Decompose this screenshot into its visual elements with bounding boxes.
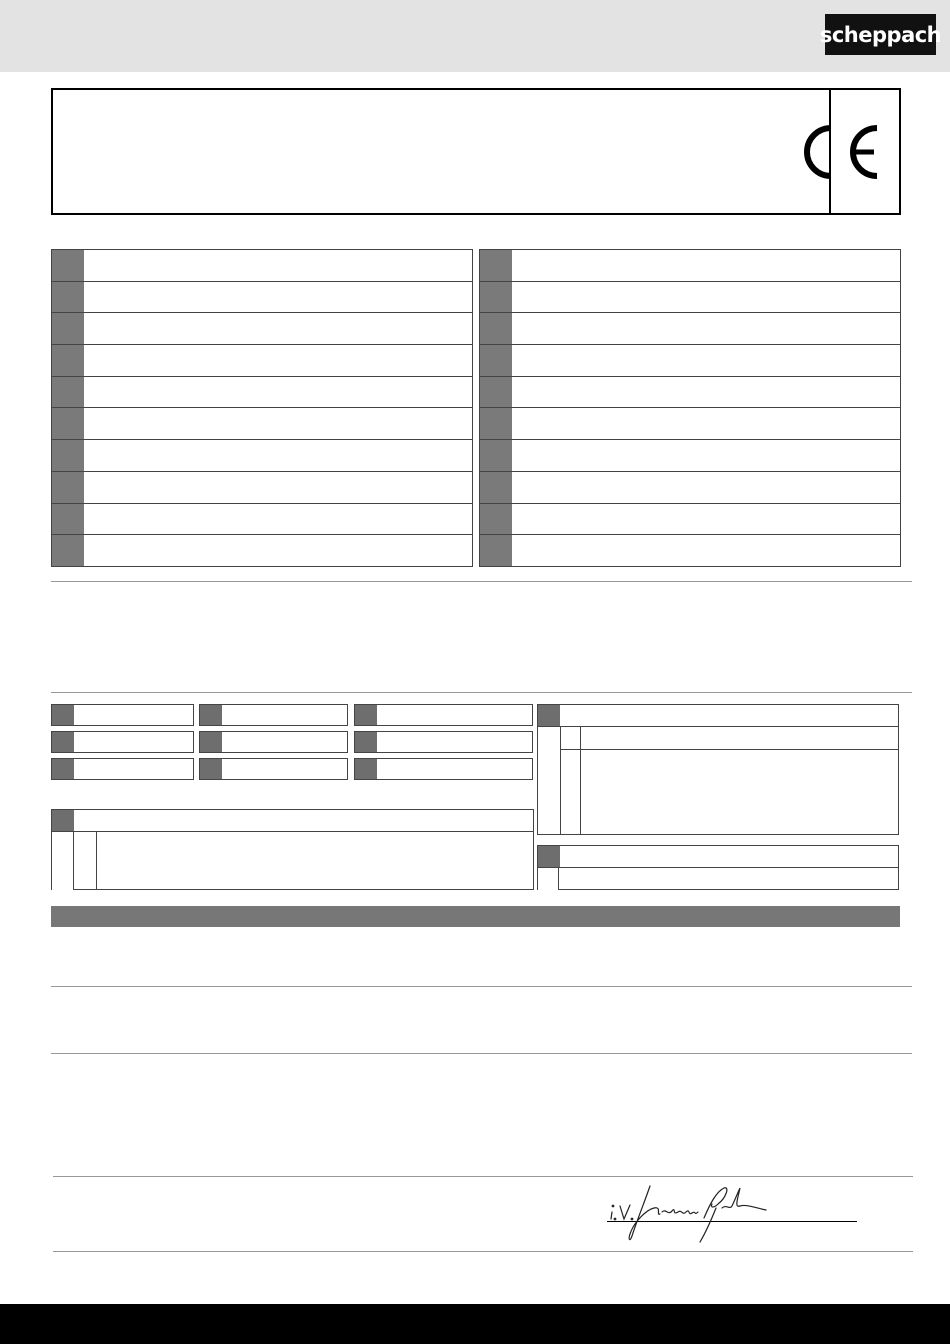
language-code-cell [52,345,84,376]
panel-indent [52,832,74,890]
table-row [52,440,472,472]
table-row [52,250,472,282]
language-text-cell [84,250,472,281]
footer-band [0,1304,950,1344]
language-code-cell [52,250,84,281]
panel-number-box [538,705,560,726]
notified-body-panel [537,704,899,835]
directive-cell [51,758,194,780]
language-text-cell [84,313,472,344]
panel-indent [538,868,559,890]
language-text-cell [512,377,900,408]
section-bar [51,906,900,927]
language-text-cell [84,440,472,471]
ce-mark-icon [797,122,881,182]
panel-index-column [74,832,97,889]
directive-cell [354,704,533,726]
directive-number-box [355,705,377,725]
table-row [52,345,472,377]
directive-number-box [355,732,377,752]
language-code-cell [52,377,84,408]
directive-cell [354,731,533,753]
language-code-cell [480,504,512,535]
table-row [52,535,472,567]
panel-index-column [560,727,581,834]
directive-cell [199,758,348,780]
language-text-cell [512,535,900,566]
section-divider [51,581,912,582]
header-band [0,0,950,72]
section-divider [53,1251,913,1252]
table-row [52,313,472,345]
language-text-cell [512,250,900,281]
table-row [52,472,472,504]
panel-header [538,846,898,868]
language-text-cell [512,345,900,376]
directive-cell [199,731,348,753]
table-row [480,345,900,377]
language-text-cell [84,504,472,535]
table-row [480,282,900,314]
directive-number-box [355,759,377,779]
table-row [480,250,900,282]
panel-subrow [560,727,898,750]
language-code-cell [480,282,512,313]
table-row [52,408,472,440]
language-code-cell [480,250,512,281]
language-code-cell [52,282,84,313]
language-code-cell [52,440,84,471]
table-row [480,313,900,345]
signature-image [606,1178,776,1244]
section-divider [53,1176,913,1177]
language-text-cell [512,440,900,471]
table-row [52,504,472,536]
language-code-cell [480,408,512,439]
panel-header [52,810,533,832]
directive-cell [354,758,533,780]
language-text-cell [512,472,900,503]
language-text-cell [512,408,900,439]
directive-cell [51,704,194,726]
panel-number-box [538,846,560,867]
table-row [480,377,900,409]
directive-number-box [200,705,222,725]
section-divider [51,986,912,987]
directive-cell [51,731,194,753]
directive-number-box [52,705,74,725]
table-row [480,472,900,504]
standards-panel [51,809,534,890]
brand-logo: scheppach [825,14,936,55]
language-text-cell [84,472,472,503]
section-divider [51,692,912,693]
language-table-right [479,249,901,567]
language-code-cell [52,472,84,503]
directive-number-box [200,759,222,779]
language-code-cell [480,535,512,566]
language-text-cell [512,504,900,535]
language-code-cell [480,440,512,471]
table-row [480,408,900,440]
table-row [480,535,900,567]
table-row [480,440,900,472]
language-text-cell [84,345,472,376]
language-text-cell [84,282,472,313]
language-code-cell [52,313,84,344]
language-code-cell [480,472,512,503]
language-text-cell [84,408,472,439]
declaration-title-box [51,88,901,215]
panel-header [538,705,898,727]
directive-cell [199,704,348,726]
language-code-cell [480,345,512,376]
language-code-cell [480,377,512,408]
language-text-cell [512,313,900,344]
language-text-cell [84,377,472,408]
table-row [52,282,472,314]
directive-number-box [200,732,222,752]
language-text-cell [84,535,472,566]
language-table-left [51,249,473,567]
panel-number-box [52,810,74,831]
section-divider [51,1053,912,1054]
table-row [52,377,472,409]
language-code-cell [480,313,512,344]
language-text-cell [512,282,900,313]
documentation-panel [537,845,899,890]
directive-number-box [52,732,74,752]
language-code-cell [52,535,84,566]
directive-number-box [52,759,74,779]
table-row [480,504,900,536]
language-code-cell [52,504,84,535]
language-code-cell [52,408,84,439]
